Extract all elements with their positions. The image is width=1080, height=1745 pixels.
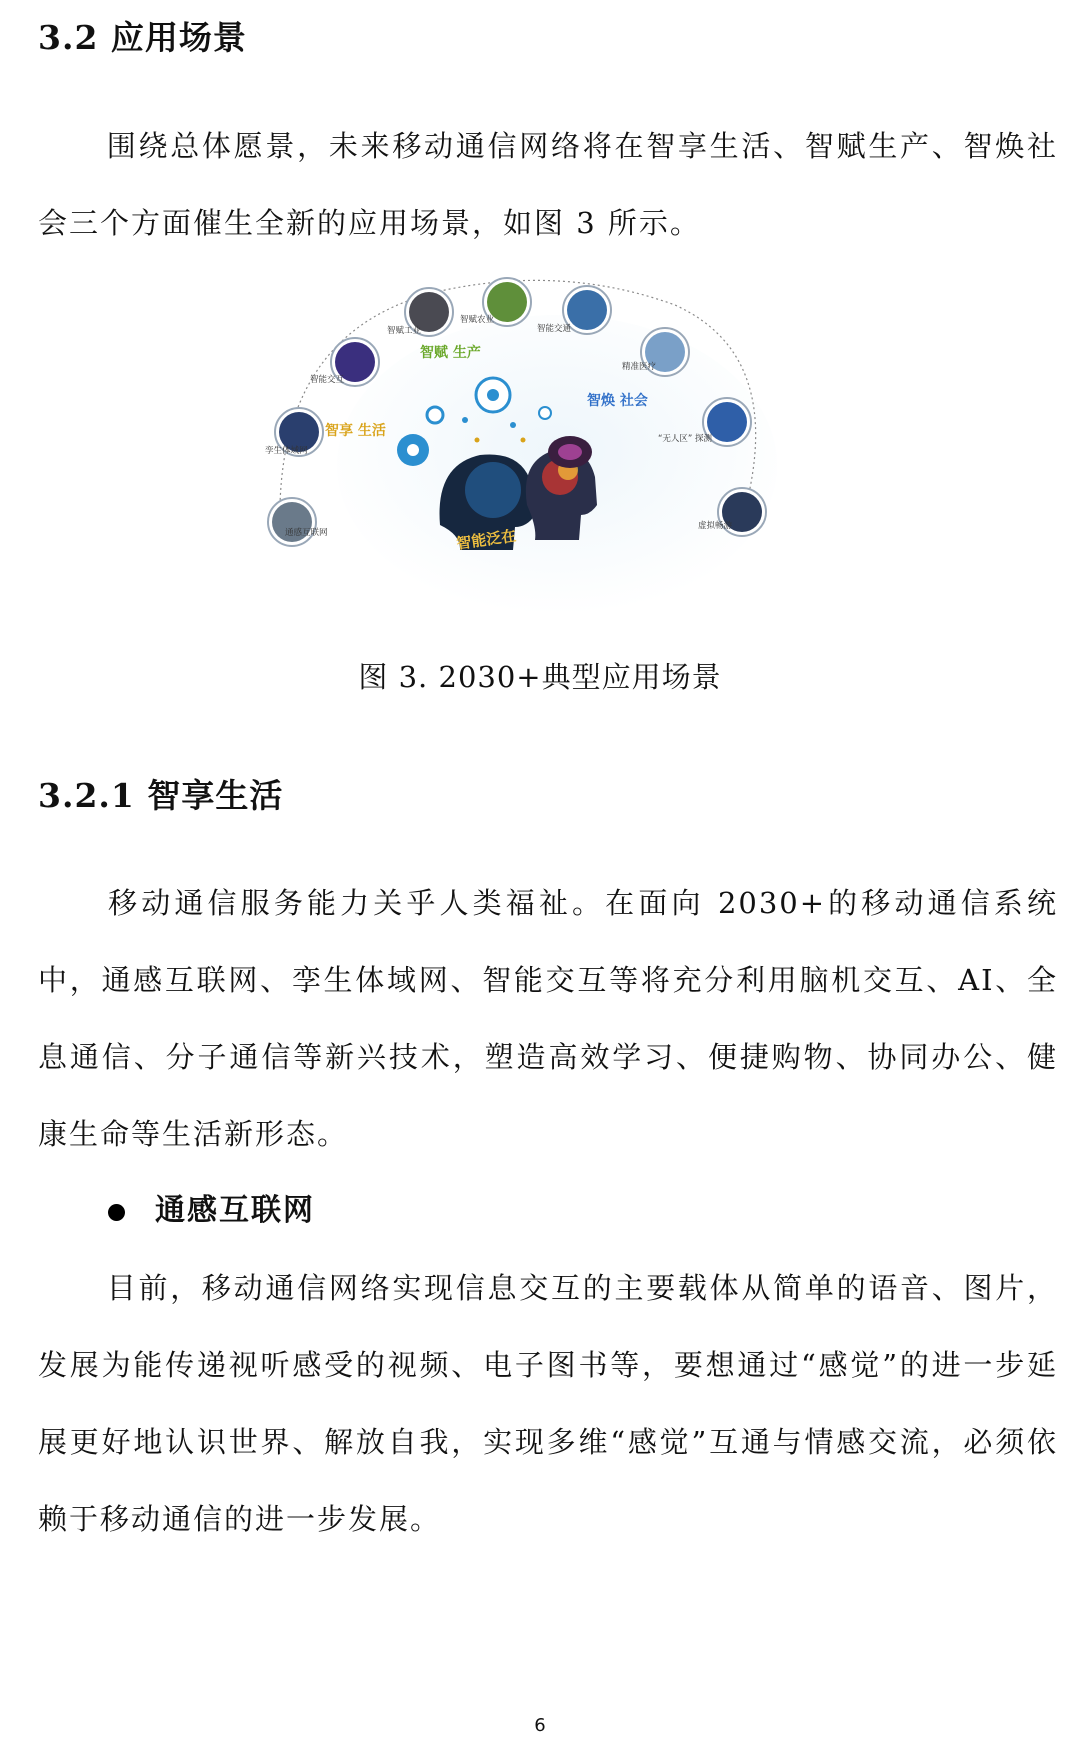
scenario-node-label: 智赋工业: [387, 326, 422, 336]
bullet-heading: [108, 1185, 315, 1229]
section-heading: 3.2 应用场景: [38, 18, 247, 57]
scenario-node-label: 智赋农业: [460, 315, 495, 325]
group-label-center: 智能泛在: [455, 526, 518, 553]
page-number: 6: [534, 1715, 546, 1736]
bullet-dot-icon: [108, 1204, 125, 1221]
subsection-heading: 3.2.1 智享生活: [38, 776, 284, 815]
scenario-node-label: “无人区” 探测: [658, 434, 713, 444]
intro-paragraph: [38, 108, 1058, 262]
group-label-production: 智赋 生产: [420, 345, 481, 361]
scenario-node-label: 孪生体域网: [265, 446, 308, 456]
group-label-life: 智享 生活: [325, 423, 386, 439]
bullet-heading-text: 通感互联网: [155, 1193, 315, 1228]
scenario-node-image: [567, 290, 607, 330]
paragraph-sensory-internet: [38, 1250, 1058, 1558]
application-scenarios-figure: [265, 265, 850, 620]
paragraph-smart-life: [38, 865, 1058, 1173]
scenario-node-label: 虚拟畅游: [698, 521, 733, 531]
scenario-node-label: 智能交互: [310, 375, 345, 385]
group-label-society: 智焕 社会: [587, 393, 648, 409]
figure-caption: 图 3. 2030+典型应用场景: [358, 660, 722, 694]
scenario-node-image: [707, 402, 747, 442]
paragraph-smart-life-text: 移动通信服务能力关乎人类福祉。在面向 2030+的移动通信系统中，通感互联网、孪生体域网、智能交互等将充分利用脑机交互、AI、全息通信、分子通信等新兴技术，塑造高效学习、便捷购物、协同办公、健康生命等生活新形态。: [38, 886, 1058, 1151]
intro-paragraph-text: 围绕总体愿景，未来移动通信网络将在智享生活、智赋生产、智焕社会三个方面催生全新的应用场景，如图 3 所示。: [38, 129, 1058, 240]
scenario-node-label: 精准医疗: [622, 362, 657, 372]
paragraph-sensory-internet-text: 目前，移动通信网络实现信息交互的主要载体从简单的语音、图片，发展为能传递视听感受的视频、电子图书等，要想通过“感觉”的进一步延展更好地认识世界、解放自我，实现多维“感觉”互通与情感交流，必须依赖于移动通信的进一步发展。: [38, 1271, 1058, 1536]
scenario-node-label: 通感互联网: [285, 528, 328, 538]
scenario-node-label: 智能交通: [537, 324, 572, 334]
